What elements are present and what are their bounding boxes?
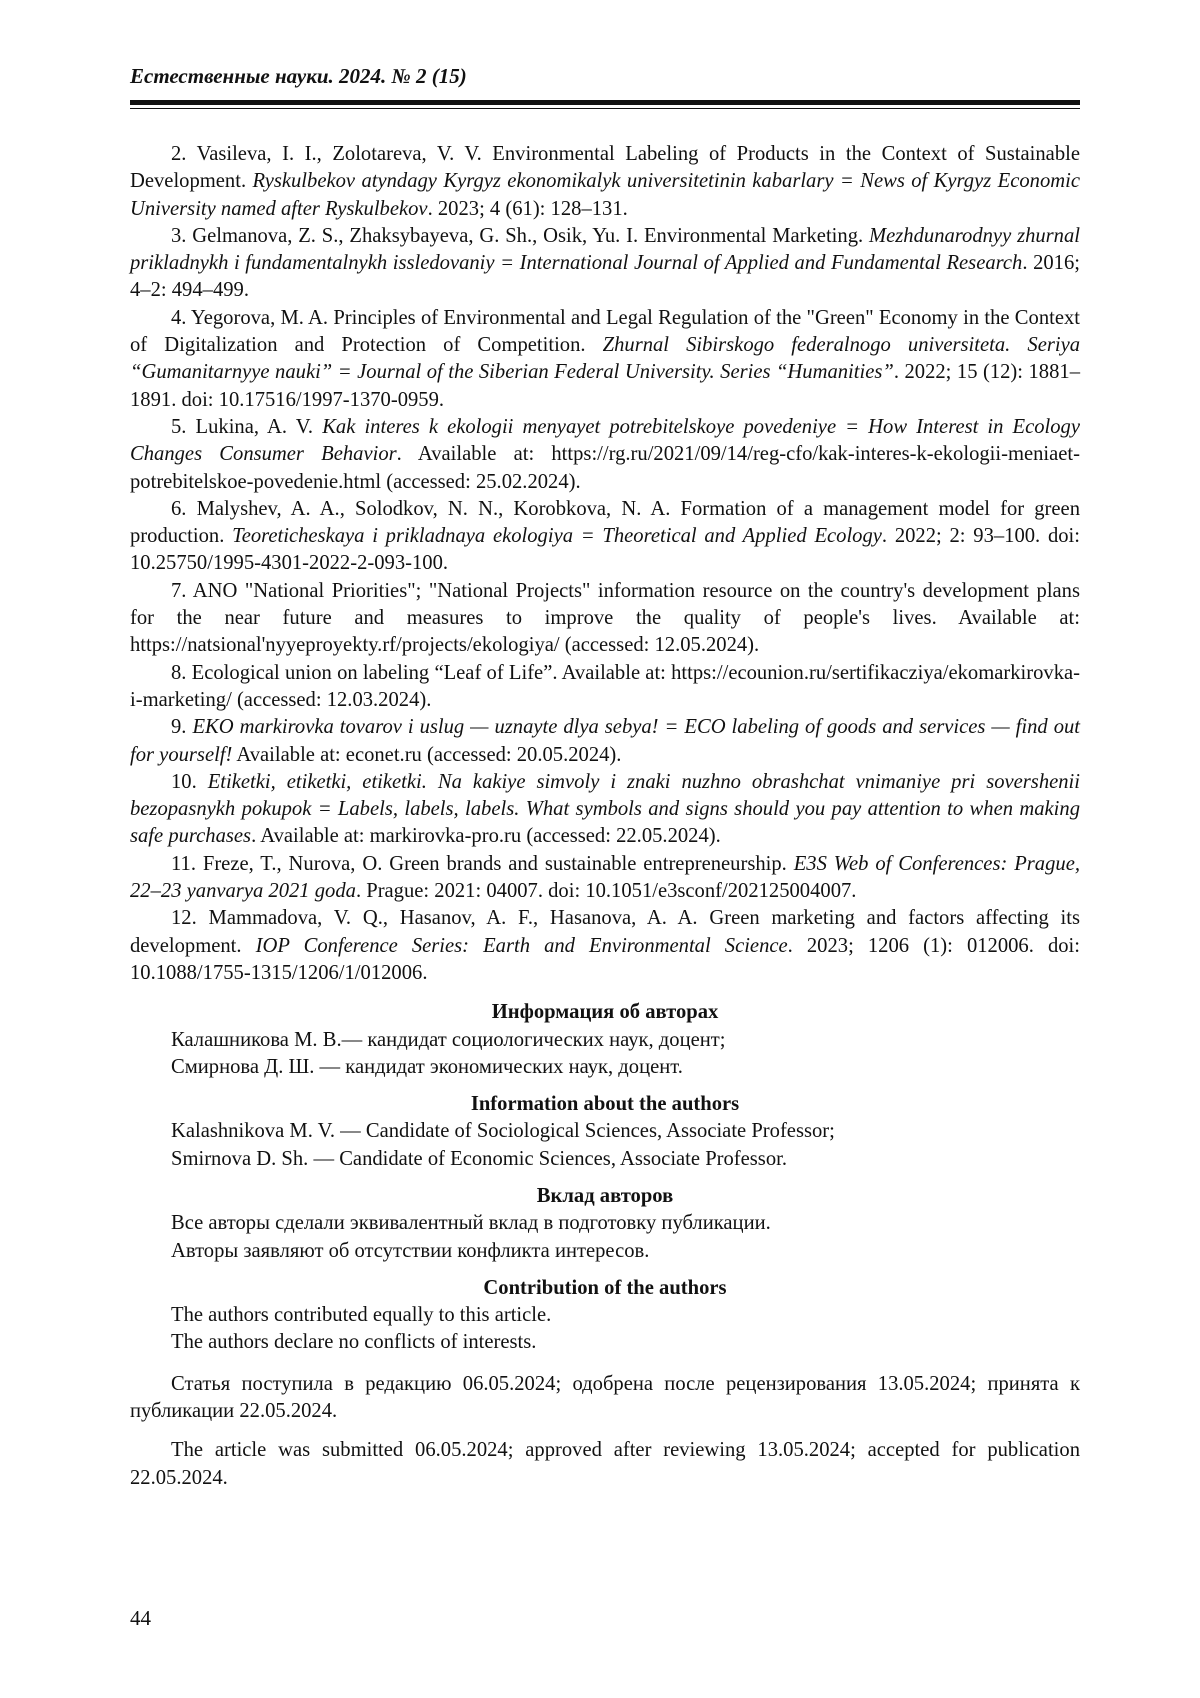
reference-item [130, 769, 1080, 851]
reference-text: 5. Lukina, A. V. [171, 415, 323, 438]
reference-source: Ryskulbekov atyndagy Kyrgyz ekonomikalyk universitetinin kabarlary = News of Kyrgyz Economic University named after Ryskulbekov [130, 170, 1080, 220]
reference-item [130, 714, 1080, 769]
reference-list [130, 141, 1080, 987]
header-rule-thick [130, 100, 1080, 105]
reference-source: Mezhdunarodnyy zhurnal prikladnykh i fundamentalnykh issledovaniy = International Journal of Applied and Fundamental Research [130, 224, 1081, 275]
reference-details: . Available at: https://rg.ru/2021/09/14/reg-cfo/kak-interes-k-ekologii-meniaet-potrebitelskoe-povedenie.html (accessed: 25.02.2024). [130, 443, 1081, 493]
reference-details: . 2016; 4–2: 494–499. [130, 252, 1080, 302]
reference-details: . Available at: markirovka-pro.ru (accessed: 22.05.2024). [251, 825, 721, 848]
reference-text: 3. Gelmanova, Z. S., Zhaksybayeva, G. Sh., Osik, Yu. I. Environmental Marketing. [171, 224, 869, 247]
reference-source: EKO markirovka tovarov i uslug — uznayte dlya sebya! = ECO labeling of goods and services — find out for yourself! [130, 716, 1081, 766]
contribution-en-title: Contribution of the authors [483, 1276, 727, 1299]
submission-note-en: The article was submitted 06.05.2024; approved after reviewing 13.05.2024; accepted for publication 22.05.2024. [130, 1439, 1080, 1489]
reference-item [130, 223, 1080, 305]
author-line: Калашникова М. В.— кандидат социологических наук, доцент; [171, 1028, 726, 1051]
authors-info-ru-title: Информация об авторах [491, 1001, 719, 1024]
reference-source: Teoreticheskaya i prikladnaya ekologiya = Theoretical and Applied Ecology [232, 525, 882, 548]
reference-details: . Prague: 2021: 04007. doi: 10.1051/e3sconf/202125004007. [355, 880, 857, 903]
contribution-line: The authors declare no conflicts of interests. [171, 1331, 537, 1354]
submission-note-ru: Статья поступила в редакцию 06.05.2024; одобрена после рецензирования 13.05.2024; принята к публикации 22.05.2024. [130, 1372, 1080, 1423]
contribution-line: Авторы заявляют об отсутствии конфликта интересов. [171, 1239, 650, 1262]
reference-item [130, 414, 1080, 496]
reference-source: Zhurnal Sibirskogo federalnogo universiteta. Seriya “Gumanitarnyye nauki” = Journal of the Siberian Federal University. Series “Humanities” [130, 334, 1081, 384]
reference-text: 2. Vasileva, I. I., Zolotareva, V. V. Environmental Labeling of Products in the Context of Sustainable Development. [130, 143, 1080, 193]
author-line: Smirnova D. Sh. — Candidate of Economic Sciences, Associate Professor. [171, 1147, 787, 1170]
reference-item [130, 496, 1080, 578]
reference-text: 12. Mammadova, V. Q., Hasanov, A. F., Hasanova, A. A. Green marketing and factors affecting its development. [130, 907, 1080, 957]
reference-source: Etiketki, etiketki, etiketki. Na kakiye simvoly i znaki nuzhno obrashchat vnimaniye pri sovershenii bezopasnykh pokupok = Labels, labels, labels. What symbols and signs should you pay attention to when making safe purchases [130, 770, 1080, 848]
reference-details: . 2022; 15 (12): 1881–1891. doi: 10.17516/1997-1370-0959. [130, 361, 1080, 411]
author-line: Kalashnikova M. V. — Candidate of Sociological Sciences, Associate Professor; [171, 1120, 835, 1143]
reference-item [130, 578, 1080, 660]
contribution-line: The authors contributed equally to this article. [171, 1304, 552, 1327]
reference-item [130, 905, 1080, 987]
reference-item [130, 660, 1080, 715]
authors-info-en-title: Information about the authors [470, 1093, 740, 1116]
reference-details: . 2022; 2: 93–100. doi: 10.25750/1995-4301-2022-2-093-100. [130, 525, 1080, 575]
reference-text: 8. Ecological union on labeling “Leaf of Life”. Available at: https://ecounion.ru/sertifikacziya/ekomarkirovka-i-marketing/ (accessed: 12.03.2024). [130, 661, 1080, 711]
reference-text: 9. [171, 716, 193, 739]
reference-source: E3S Web of Conferences: Prague, 22–23 yanvarya 2021 goda [130, 852, 1080, 903]
reference-source: Kak interes k ekologii menyayet potrebitelskoye povedeniye = How Interest in Ecology Changes Consumer Behavior [130, 415, 1080, 466]
page-number: 44 [130, 1606, 151, 1630]
reference-details: . 2023; 1206 (1): 012006. doi: 10.1088/1755-1315/1206/1/012006. [130, 934, 1080, 984]
author-line: Смирнова Д. Ш. — кандидат экономических наук, доцент. [171, 1055, 683, 1078]
reference-text: 7. ANO "National Priorities"; "National Projects" information resource on the country's development plans for the near future and measures to improve the quality of people's lives. Available at: https://natsional'nyyeproyekty.rf/projects/ekologiya/ (accessed: 12.05.2024). [130, 579, 1080, 657]
reference-item [130, 305, 1080, 414]
page-content [130, 141, 1080, 1492]
reference-source: IOP Conference Series: Earth and Environmental Science [255, 934, 788, 957]
reference-details: . 2023; 4 (61): 128–131. [427, 197, 628, 220]
reference-text: 4. Yegorova, M. A. Principles of Environmental and Legal Regulation of the "Green" Economy in the Context of Digitalization and Protection of Competition. [130, 306, 1080, 357]
reference-text: 6. Malyshev, A. A., Solodkov, N. N., Korobkova, N. A. Formation of a management model for green production. [130, 497, 1080, 548]
header-rule-thin [130, 108, 1080, 109]
reference-item [130, 851, 1080, 906]
reference-text: 11. Freze, T., Nurova, O. Green brands and sustainable entrepreneurship. [171, 852, 794, 875]
reference-item [130, 141, 1080, 223]
reference-details: Available at: econet.ru (accessed: 20.05.2024). [232, 743, 622, 766]
contribution-ru-title: Вклад авторов [536, 1184, 674, 1207]
reference-text: 10. [171, 770, 208, 793]
contribution-line: Все авторы сделали эквивалентный вклад в подготовку публикации. [171, 1212, 771, 1235]
journal-header: Естественные науки. 2024. № 2 (15) [130, 64, 467, 88]
